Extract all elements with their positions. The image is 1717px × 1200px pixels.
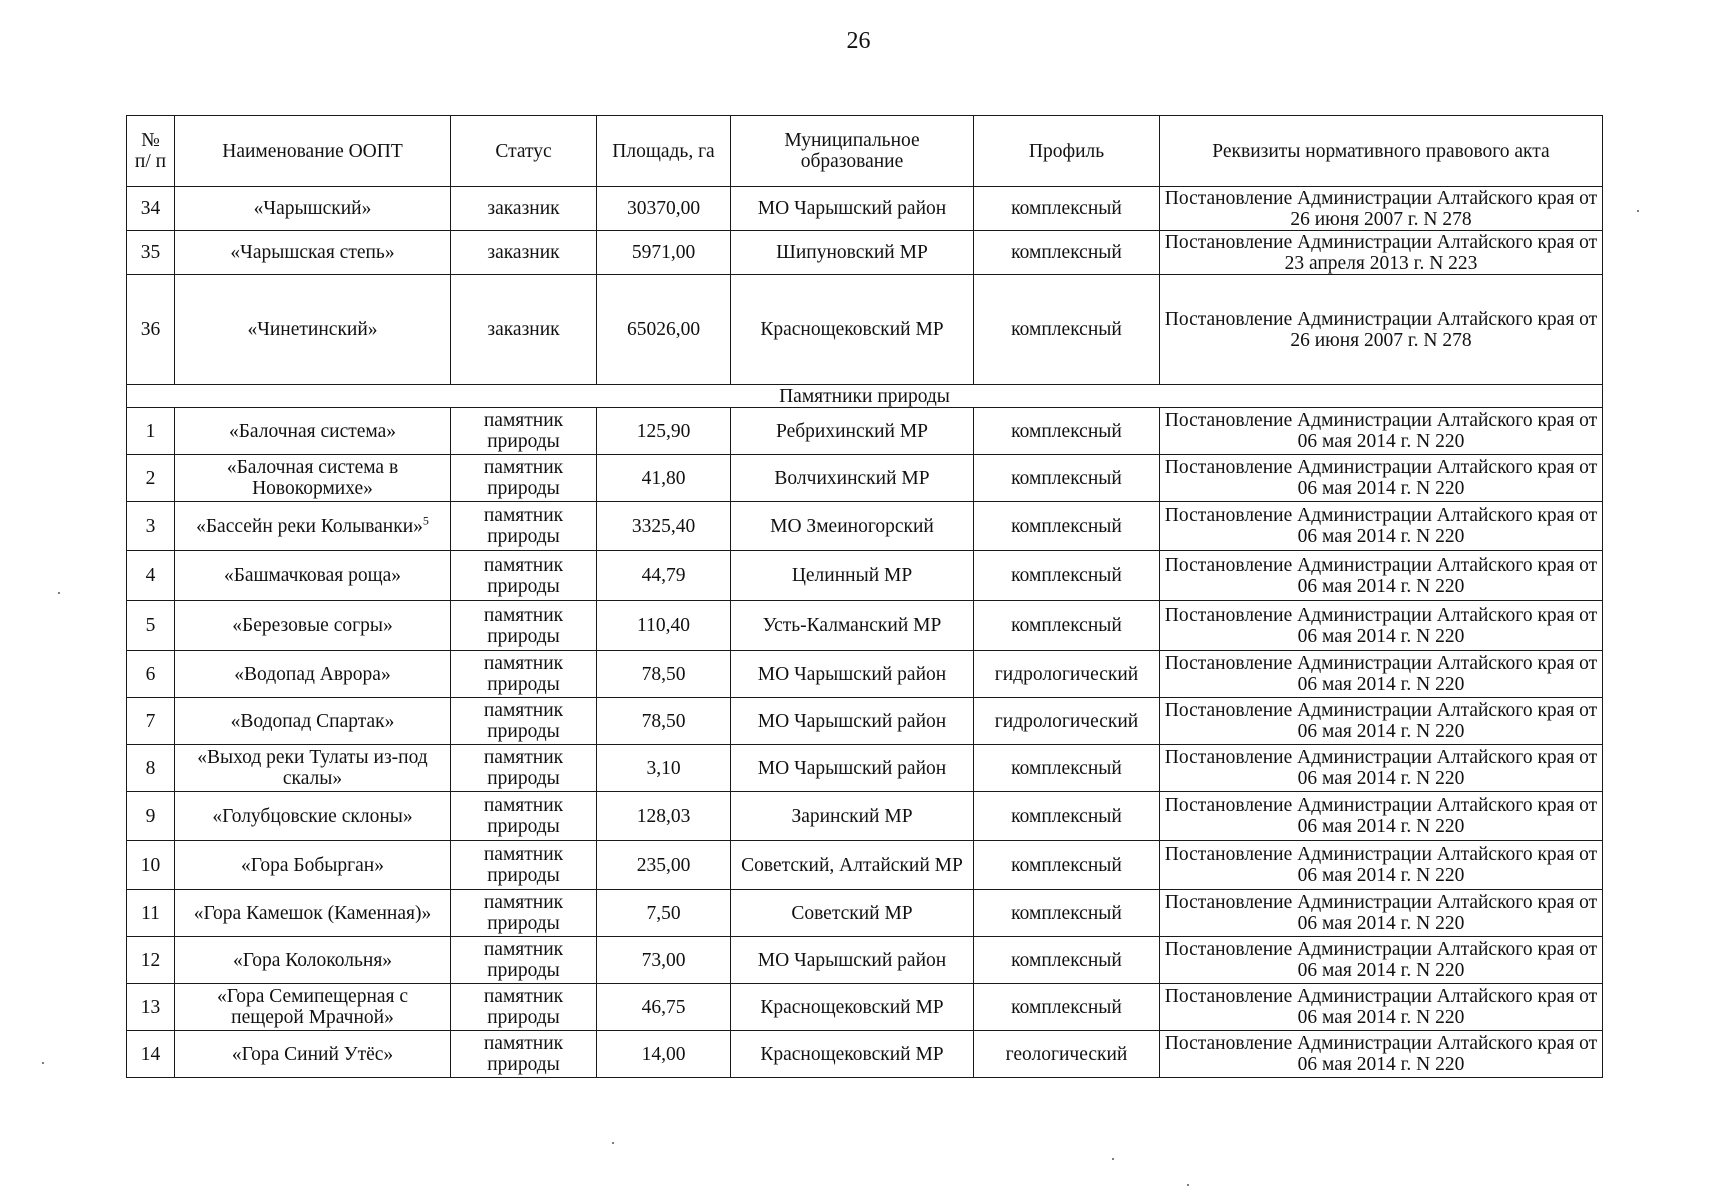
legal-act: Постановление Администрации Алтайского края от 06 мая 2014 г. N 220	[1164, 844, 1598, 886]
area-status: заказник	[487, 319, 560, 340]
municipality: Волчихинский МР	[774, 467, 930, 489]
row-number: 3	[145, 515, 156, 537]
legal-act-cell	[1160, 890, 1603, 937]
row-number-cell	[127, 841, 175, 890]
municipality-cell	[731, 841, 974, 890]
area-profile-cell	[974, 745, 1160, 792]
municipality: Краснощековский МР	[760, 319, 944, 340]
area-name-cell	[175, 890, 451, 937]
legal-act-cell	[1160, 984, 1603, 1031]
row-number: 6	[145, 663, 156, 685]
area-hectares-cell	[597, 745, 731, 792]
area-hectares: 3325,40	[631, 515, 696, 537]
area-hectares: 78,50	[641, 663, 686, 685]
area-profile-cell	[974, 937, 1160, 984]
legal-act: Постановление Администрации Алтайского края от 06 мая 2014 г. N 220	[1164, 505, 1598, 547]
municipality-cell	[731, 745, 974, 792]
area-profile-cell	[974, 651, 1160, 698]
area-hectares: 73,00	[641, 949, 686, 971]
area-status: памятник природы	[483, 554, 564, 597]
area-profile: комплексный	[1011, 420, 1122, 442]
legal-act-cell	[1160, 275, 1603, 385]
legal-act-cell	[1160, 601, 1603, 651]
area-status-cell	[451, 502, 597, 551]
area-name-cell	[175, 231, 451, 275]
row-number: 2	[145, 467, 156, 489]
area-profile-cell	[974, 890, 1160, 937]
area-hectares: 3,10	[646, 757, 681, 779]
row-number-cell	[127, 231, 175, 275]
area-profile: комплексный	[1011, 615, 1122, 636]
table-body	[127, 187, 1603, 1078]
row-number-cell	[127, 890, 175, 937]
row-number-cell	[127, 984, 175, 1031]
legal-act-cell	[1160, 455, 1603, 502]
protected-areas-table	[126, 115, 1603, 1078]
area-profile-cell	[974, 408, 1160, 455]
area-name: «Водопад Спартак»	[230, 710, 395, 732]
table-row	[127, 502, 1603, 551]
row-number-cell	[127, 601, 175, 651]
area-name: «Балочная система»	[228, 420, 397, 442]
area-status: памятник природы	[483, 604, 564, 647]
area-name-cell	[175, 408, 451, 455]
area-profile-cell	[974, 455, 1160, 502]
area-status: памятник природы	[483, 986, 564, 1028]
area-status: памятник природы	[483, 892, 564, 934]
area-status-cell	[451, 698, 597, 745]
area-profile-cell	[974, 601, 1160, 651]
legal-act: Постановление Администрации Алтайского края от 06 мая 2014 г. N 220	[1164, 892, 1598, 934]
area-status-cell	[451, 601, 597, 651]
area-profile: комплексный	[1011, 949, 1122, 971]
row-number-cell	[127, 408, 175, 455]
area-name-cell	[175, 841, 451, 890]
municipality-cell	[731, 187, 974, 231]
header-area: Площадь, га	[597, 116, 731, 187]
row-number-cell	[127, 937, 175, 984]
legal-act: Постановление Администрации Алтайского края от 23 апреля 2013 г. N 223	[1164, 231, 1598, 274]
area-profile-cell	[974, 187, 1160, 231]
municipality: Ребрихинский МР	[775, 420, 929, 442]
area-name-cell	[175, 275, 451, 385]
area-hectares-cell	[597, 275, 731, 385]
area-hectares-cell	[597, 841, 731, 890]
table-row	[127, 984, 1603, 1031]
municipality-cell	[731, 792, 974, 841]
area-hectares: 46,75	[641, 996, 686, 1018]
area-hectares: 14,00	[641, 1043, 686, 1065]
area-profile: гидрологический	[994, 663, 1139, 685]
scan-speck	[612, 1142, 614, 1144]
area-name: «Чарышский»	[253, 198, 372, 219]
area-hectares: 235,00	[636, 854, 691, 876]
municipality: Краснощековский МР	[760, 996, 944, 1018]
area-name-cell	[175, 984, 451, 1031]
area-hectares-cell	[597, 792, 731, 841]
row-number-cell	[127, 651, 175, 698]
municipality-cell	[731, 698, 974, 745]
area-hectares: 65026,00	[626, 319, 701, 340]
legal-act: Постановление Администрации Алтайского края от 06 мая 2014 г. N 220	[1164, 554, 1598, 597]
footnote-marker: 5	[422, 513, 429, 527]
table-row	[127, 187, 1603, 231]
row-number: 10	[140, 854, 161, 876]
scan-speck	[58, 592, 60, 594]
area-hectares-cell	[597, 601, 731, 651]
legal-act: Постановление Администрации Алтайского края от 06 мая 2014 г. N 220	[1164, 457, 1598, 499]
area-name: «Бассейн реки Колыванки»	[196, 515, 423, 537]
area-status-cell	[451, 1031, 597, 1078]
area-status-cell	[451, 890, 597, 937]
scan-speck	[42, 1062, 44, 1064]
area-hectares-cell	[597, 698, 731, 745]
municipality-cell	[731, 455, 974, 502]
table-row	[127, 698, 1603, 745]
municipality: Советский, Алтайский МР	[741, 854, 963, 876]
area-name-cell	[175, 455, 451, 502]
table-row	[127, 745, 1603, 792]
area-hectares: 5971,00	[631, 242, 696, 263]
row-number-cell	[127, 698, 175, 745]
table-row	[127, 841, 1603, 890]
table-row	[127, 231, 1603, 275]
municipality: МО Чарышский район	[757, 198, 947, 219]
area-name-cell	[175, 502, 451, 551]
area-hectares-cell	[597, 1031, 731, 1078]
area-profile-cell	[974, 984, 1160, 1031]
legal-act-cell	[1160, 745, 1603, 792]
row-number: 9	[145, 805, 156, 827]
area-hectares: 41,80	[641, 467, 686, 489]
area-hectares: 30370,00	[626, 198, 701, 219]
municipality: МО Чарышский район	[757, 757, 947, 779]
area-name: «Водопад Аврора»	[234, 663, 391, 685]
municipality-cell	[731, 408, 974, 455]
area-status-cell	[451, 231, 597, 275]
area-hectares-cell	[597, 408, 731, 455]
table-row	[127, 890, 1603, 937]
area-name-cell	[175, 1031, 451, 1078]
area-hectares-cell	[597, 231, 731, 275]
area-hectares-cell	[597, 890, 731, 937]
municipality-cell	[731, 1031, 974, 1078]
area-status-cell	[451, 551, 597, 601]
legal-act: Постановление Администрации Алтайского края от 06 мая 2014 г. N 220	[1164, 653, 1598, 695]
legal-act-cell	[1160, 231, 1603, 275]
row-number-cell	[127, 502, 175, 551]
municipality-cell	[731, 551, 974, 601]
header-number: № п/ п	[127, 116, 175, 187]
area-hectares-cell	[597, 187, 731, 231]
legal-act-cell	[1160, 187, 1603, 231]
municipality-cell	[731, 984, 974, 1031]
scan-speck	[1637, 210, 1639, 212]
area-profile-cell	[974, 551, 1160, 601]
area-status: памятник природы	[483, 939, 564, 981]
area-profile: комплексный	[1011, 805, 1122, 827]
row-number: 11	[141, 902, 160, 924]
area-name: «Балочная система в Новокормихе»	[226, 457, 399, 499]
area-name: «Чарышская степь»	[230, 242, 395, 263]
area-name-cell	[175, 698, 451, 745]
legal-act-cell	[1160, 651, 1603, 698]
municipality-cell	[731, 651, 974, 698]
scan-speck	[1187, 1184, 1189, 1186]
row-number: 34	[140, 198, 161, 219]
legal-act-cell	[1160, 698, 1603, 745]
row-number-cell	[127, 187, 175, 231]
area-hectares: 110,40	[637, 615, 690, 636]
row-number: 5	[145, 615, 156, 636]
area-hectares: 7,50	[646, 902, 681, 924]
area-name: «Гора Колокольня»	[232, 949, 393, 971]
area-hectares-cell	[597, 551, 731, 601]
table-row	[127, 275, 1603, 385]
area-status-cell	[451, 408, 597, 455]
area-name: «Гора Бобырган»	[241, 854, 384, 876]
area-name-cell	[175, 187, 451, 231]
area-profile: комплексный	[1011, 467, 1122, 489]
municipality-cell	[731, 937, 974, 984]
area-profile: комплексный	[1011, 515, 1122, 537]
area-status: памятник природы	[483, 410, 564, 452]
legal-act-cell	[1160, 792, 1603, 841]
row-number-cell	[127, 1031, 175, 1078]
area-profile-cell	[974, 231, 1160, 275]
municipality: Заринский МР	[791, 805, 913, 827]
header-municipality: Муниципальное образование	[731, 116, 974, 187]
row-number: 14	[140, 1043, 161, 1065]
area-status-cell	[451, 455, 597, 502]
municipality: Шипуновский МР	[776, 242, 928, 263]
section-row	[127, 385, 1603, 408]
area-status-cell	[451, 841, 597, 890]
row-number: 12	[140, 949, 161, 971]
area-name-cell	[175, 651, 451, 698]
municipality-cell	[731, 890, 974, 937]
area-profile: геологический	[1005, 1043, 1128, 1065]
area-profile: комплексный	[1011, 565, 1122, 586]
table-row	[127, 601, 1603, 651]
area-status: памятник природы	[483, 505, 564, 547]
area-name: «Выход реки Тулаты из-под скалы»	[197, 747, 428, 789]
legal-act: Постановление Администрации Алтайского края от 06 мая 2014 г. N 220	[1164, 986, 1598, 1028]
area-profile-cell	[974, 698, 1160, 745]
legal-act: Постановление Администрации Алтайского края от 26 июня 2007 г. N 278	[1164, 187, 1598, 230]
area-name-cell	[175, 937, 451, 984]
row-number-cell	[127, 551, 175, 601]
row-number: 7	[145, 710, 156, 732]
table-row	[127, 651, 1603, 698]
area-status-cell	[451, 745, 597, 792]
legal-act: Постановление Администрации Алтайского края от 06 мая 2014 г. N 220	[1164, 410, 1598, 452]
header-row	[127, 116, 1603, 187]
area-name-cell	[175, 551, 451, 601]
legal-act-cell	[1160, 408, 1603, 455]
area-status-cell	[451, 984, 597, 1031]
section-title: Памятники природы	[127, 385, 1603, 408]
row-number: 1	[145, 420, 156, 442]
area-profile: комплексный	[1011, 242, 1122, 263]
row-number-cell	[127, 792, 175, 841]
row-number: 4	[145, 565, 156, 586]
area-hectares-cell	[597, 937, 731, 984]
municipality-cell	[731, 502, 974, 551]
area-hectares: 125,90	[636, 420, 691, 442]
area-profile-cell	[974, 502, 1160, 551]
table-row	[127, 792, 1603, 841]
legal-act-cell	[1160, 841, 1603, 890]
area-name: «Гора Синий Утёс»	[231, 1043, 394, 1065]
area-status: заказник	[487, 242, 560, 263]
scan-speck	[1112, 1158, 1114, 1160]
municipality: МО Чарышский район	[757, 663, 947, 685]
row-number: 13	[140, 996, 161, 1018]
area-status-cell	[451, 937, 597, 984]
municipality: Краснощековский МР	[760, 1043, 944, 1065]
area-name: «Гора Камешок (Каменная)»	[193, 902, 432, 924]
municipality-cell	[731, 601, 974, 651]
legal-act: Постановление Администрации Алтайского края от 26 июня 2007 г. N 278	[1164, 308, 1598, 351]
municipality: Целинный МР	[791, 565, 913, 586]
area-profile-cell	[974, 275, 1160, 385]
table-row	[127, 937, 1603, 984]
table-row	[127, 408, 1603, 455]
area-status-cell	[451, 651, 597, 698]
area-profile-cell	[974, 1031, 1160, 1078]
area-status: памятник природы	[483, 747, 564, 789]
row-number-cell	[127, 275, 175, 385]
row-number: 8	[145, 757, 156, 779]
table-row	[127, 1031, 1603, 1078]
legal-act: Постановление Администрации Алтайского края от 06 мая 2014 г. N 220	[1164, 795, 1598, 837]
municipality-cell	[731, 231, 974, 275]
area-hectares-cell	[597, 984, 731, 1031]
row-number: 36	[140, 319, 161, 340]
municipality: Усть-Калманский МР	[762, 615, 942, 636]
area-status: памятник природы	[483, 457, 564, 499]
legal-act: Постановление Администрации Алтайского края от 06 мая 2014 г. N 220	[1164, 1033, 1598, 1075]
area-hectares: 128,03	[636, 805, 691, 827]
area-status: памятник природы	[483, 1033, 564, 1075]
area-status-cell	[451, 792, 597, 841]
legal-act: Постановление Администрации Алтайского края от 06 мая 2014 г. N 220	[1164, 939, 1598, 981]
area-name: «Башмачковая роща»	[223, 565, 402, 586]
legal-act-cell	[1160, 551, 1603, 601]
legal-act-cell	[1160, 937, 1603, 984]
area-name-cell	[175, 745, 451, 792]
header-name: Наименование ООПТ	[175, 116, 451, 187]
area-status: памятник природы	[483, 700, 564, 742]
area-name: «Голубцовские склоны»	[212, 805, 413, 827]
area-profile: комплексный	[1011, 319, 1122, 340]
municipality: МО Чарышский район	[757, 710, 947, 732]
legal-act: Постановление Администрации Алтайского края от 06 мая 2014 г. N 220	[1164, 700, 1598, 742]
municipality: Советский МР	[791, 902, 913, 924]
area-name: «Чинетинский»	[247, 319, 378, 340]
row-number-cell	[127, 455, 175, 502]
page-number: 26	[846, 28, 871, 54]
area-profile: комплексный	[1011, 198, 1122, 219]
table-row	[127, 551, 1603, 601]
area-status: памятник природы	[483, 653, 564, 695]
area-profile: комплексный	[1011, 996, 1122, 1018]
header-profile: Профиль	[974, 116, 1160, 187]
area-profile: комплексный	[1011, 902, 1122, 924]
area-profile: гидрологический	[994, 710, 1139, 732]
area-status: памятник природы	[483, 844, 564, 886]
area-profile: комплексный	[1011, 757, 1122, 779]
legal-act-cell	[1160, 1031, 1603, 1078]
legal-act: Постановление Администрации Алтайского края от 06 мая 2014 г. N 220	[1164, 747, 1598, 789]
municipality: МО Змеиногорский	[770, 515, 934, 537]
area-hectares: 78,50	[641, 710, 686, 732]
area-hectares-cell	[597, 502, 731, 551]
area-status-cell	[451, 275, 597, 385]
municipality: МО Чарышский район	[757, 949, 947, 971]
area-profile-cell	[974, 792, 1160, 841]
header-legal-act: Реквизиты нормативного правового акта	[1160, 116, 1603, 187]
area-status-cell	[451, 187, 597, 231]
row-number-cell	[127, 745, 175, 792]
area-hectares-cell	[597, 455, 731, 502]
table-row	[127, 455, 1603, 502]
row-number: 35	[140, 242, 161, 263]
area-status: заказник	[487, 198, 560, 219]
area-hectares: 44,79	[641, 565, 686, 586]
area-hectares-cell	[597, 651, 731, 698]
area-status: памятник природы	[483, 795, 564, 837]
area-name-cell	[175, 601, 451, 651]
legal-act: Постановление Администрации Алтайского края от 06 мая 2014 г. N 220	[1164, 604, 1598, 647]
header-status: Статус	[451, 116, 597, 187]
area-name: «Березовые согры»	[232, 615, 393, 636]
area-profile: комплексный	[1011, 854, 1122, 876]
municipality-cell	[731, 275, 974, 385]
area-name-cell	[175, 792, 451, 841]
legal-act-cell	[1160, 502, 1603, 551]
area-profile-cell	[974, 841, 1160, 890]
area-name: «Гора Семипещерная с пещерой Мрачной»	[216, 986, 409, 1028]
